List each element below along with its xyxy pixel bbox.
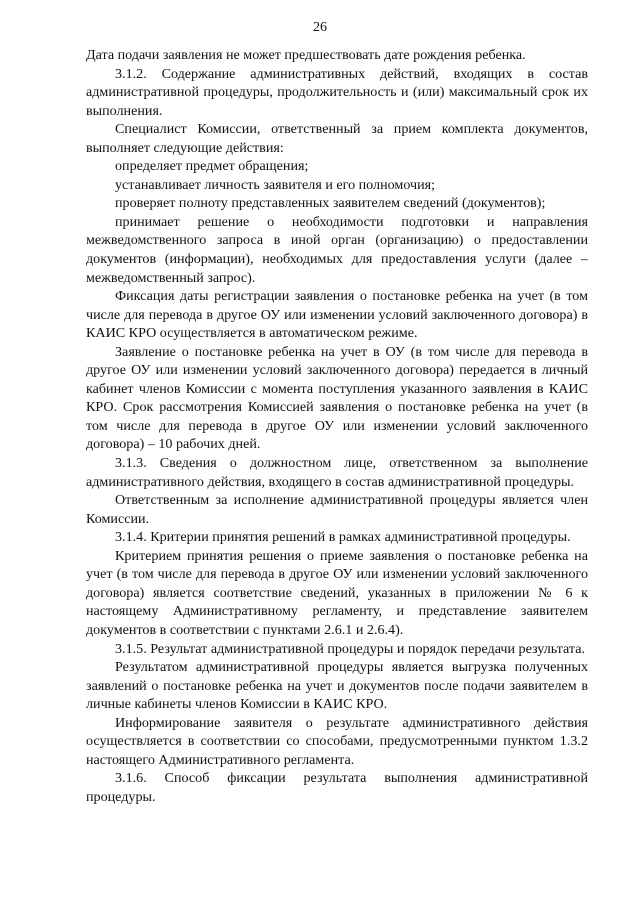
list-item-subject: определяет предмет обращения; xyxy=(115,158,309,175)
paragraph-birth-date-note: Дата подачи заявления не может предшествовать дате рождения ребенка. xyxy=(86,47,526,63)
paragraph-registration-date: Фиксация даты регистрации заявления о постановке ребенка на учет (в том числе для перевода в другое ОУ или изменении условий заключенного договора) в КАИС КРО осуществляется в автоматическом режиме. xyxy=(86,288,588,342)
paragraph-applicant-informing: Информирование заявителя о результате административного действия осуществляется в соответствии со способами, предусмотренными пунктом 1.3.2 настоящего Административного регламента. xyxy=(86,714,588,768)
list-item-identity: устанавливает личность заявителя и его полномочия; xyxy=(115,176,436,193)
section-3-1-4-heading: 3.1.4. Критерии принятия решений в рамках административной процедуры. xyxy=(115,529,571,546)
body-text xyxy=(86,46,588,806)
section-3-1-5-heading: 3.1.5. Результат административной процедуры и порядок передачи результата. xyxy=(115,640,585,657)
paragraph-decision-criterion: Критерием принятия решения о приеме заявления о постановке ребенка на учет (в том числе для перевода в другое ОУ или изменении условий заключенного договора) является соответствие сведений, указанных в приложении № 6 к настоящему Административному регламенту, и представление заявителем документов в соответствии с пунктами 2.6.1 и 2.6.4). xyxy=(86,547,588,638)
paragraph-application-transfer: Заявление о постановке ребенка на учет в ОУ (в том числе для перевода в другое ОУ или изменении условий заключенного договора) передается в личный кабинет членов Комиссии с момента поступления указанного заявления в КАИС КРО. Срок рассмотрения Комиссией заявления о постановке ребенка на учет (в том числе для перевода в другое ОУ или изменении условий заключенного договора) – 10 рабочих дней. xyxy=(86,343,588,453)
list-item-completeness: проверяет полноту представленных заявителем сведений (документов); xyxy=(115,195,546,212)
list-item-interagency-request: принимает решение о необходимости подготовки и направления межведомственного запроса в иной орган (организацию) о предоставлении документов (информации), необходимых для предоставления услуги (далее – межведомственный запрос). xyxy=(86,213,588,286)
paragraph-specialist-actions: Специалист Комиссии, ответственный за прием комплекта документов, выполняет следующие действия: xyxy=(86,121,588,156)
section-3-1-6-heading: 3.1.6. Способ фиксации результата выполнения административной процедуры. xyxy=(86,770,588,805)
paragraph-procedure-result: Результатом административной процедуры является выгрузка полученных заявлений о постановке ребенка на учет и документов после подачи заявителем в личные кабинеты членов Комиссии в КАИС КРО. xyxy=(86,659,588,713)
section-3-1-2-heading: 3.1.2. Содержание административных действий, входящих в состав административной процедуры, продолжительность и (или) максимальный срок их выполнения. xyxy=(86,65,588,119)
section-3-1-3-heading: 3.1.3. Сведения о должностном лице, ответственном за выполнение административного действия, входящего в состав административной процедуры. xyxy=(86,455,588,490)
paragraph-responsible-member: Ответственным за исполнение административной процедуры является член Комиссии. xyxy=(86,492,588,527)
page-number: 26 xyxy=(313,20,327,35)
